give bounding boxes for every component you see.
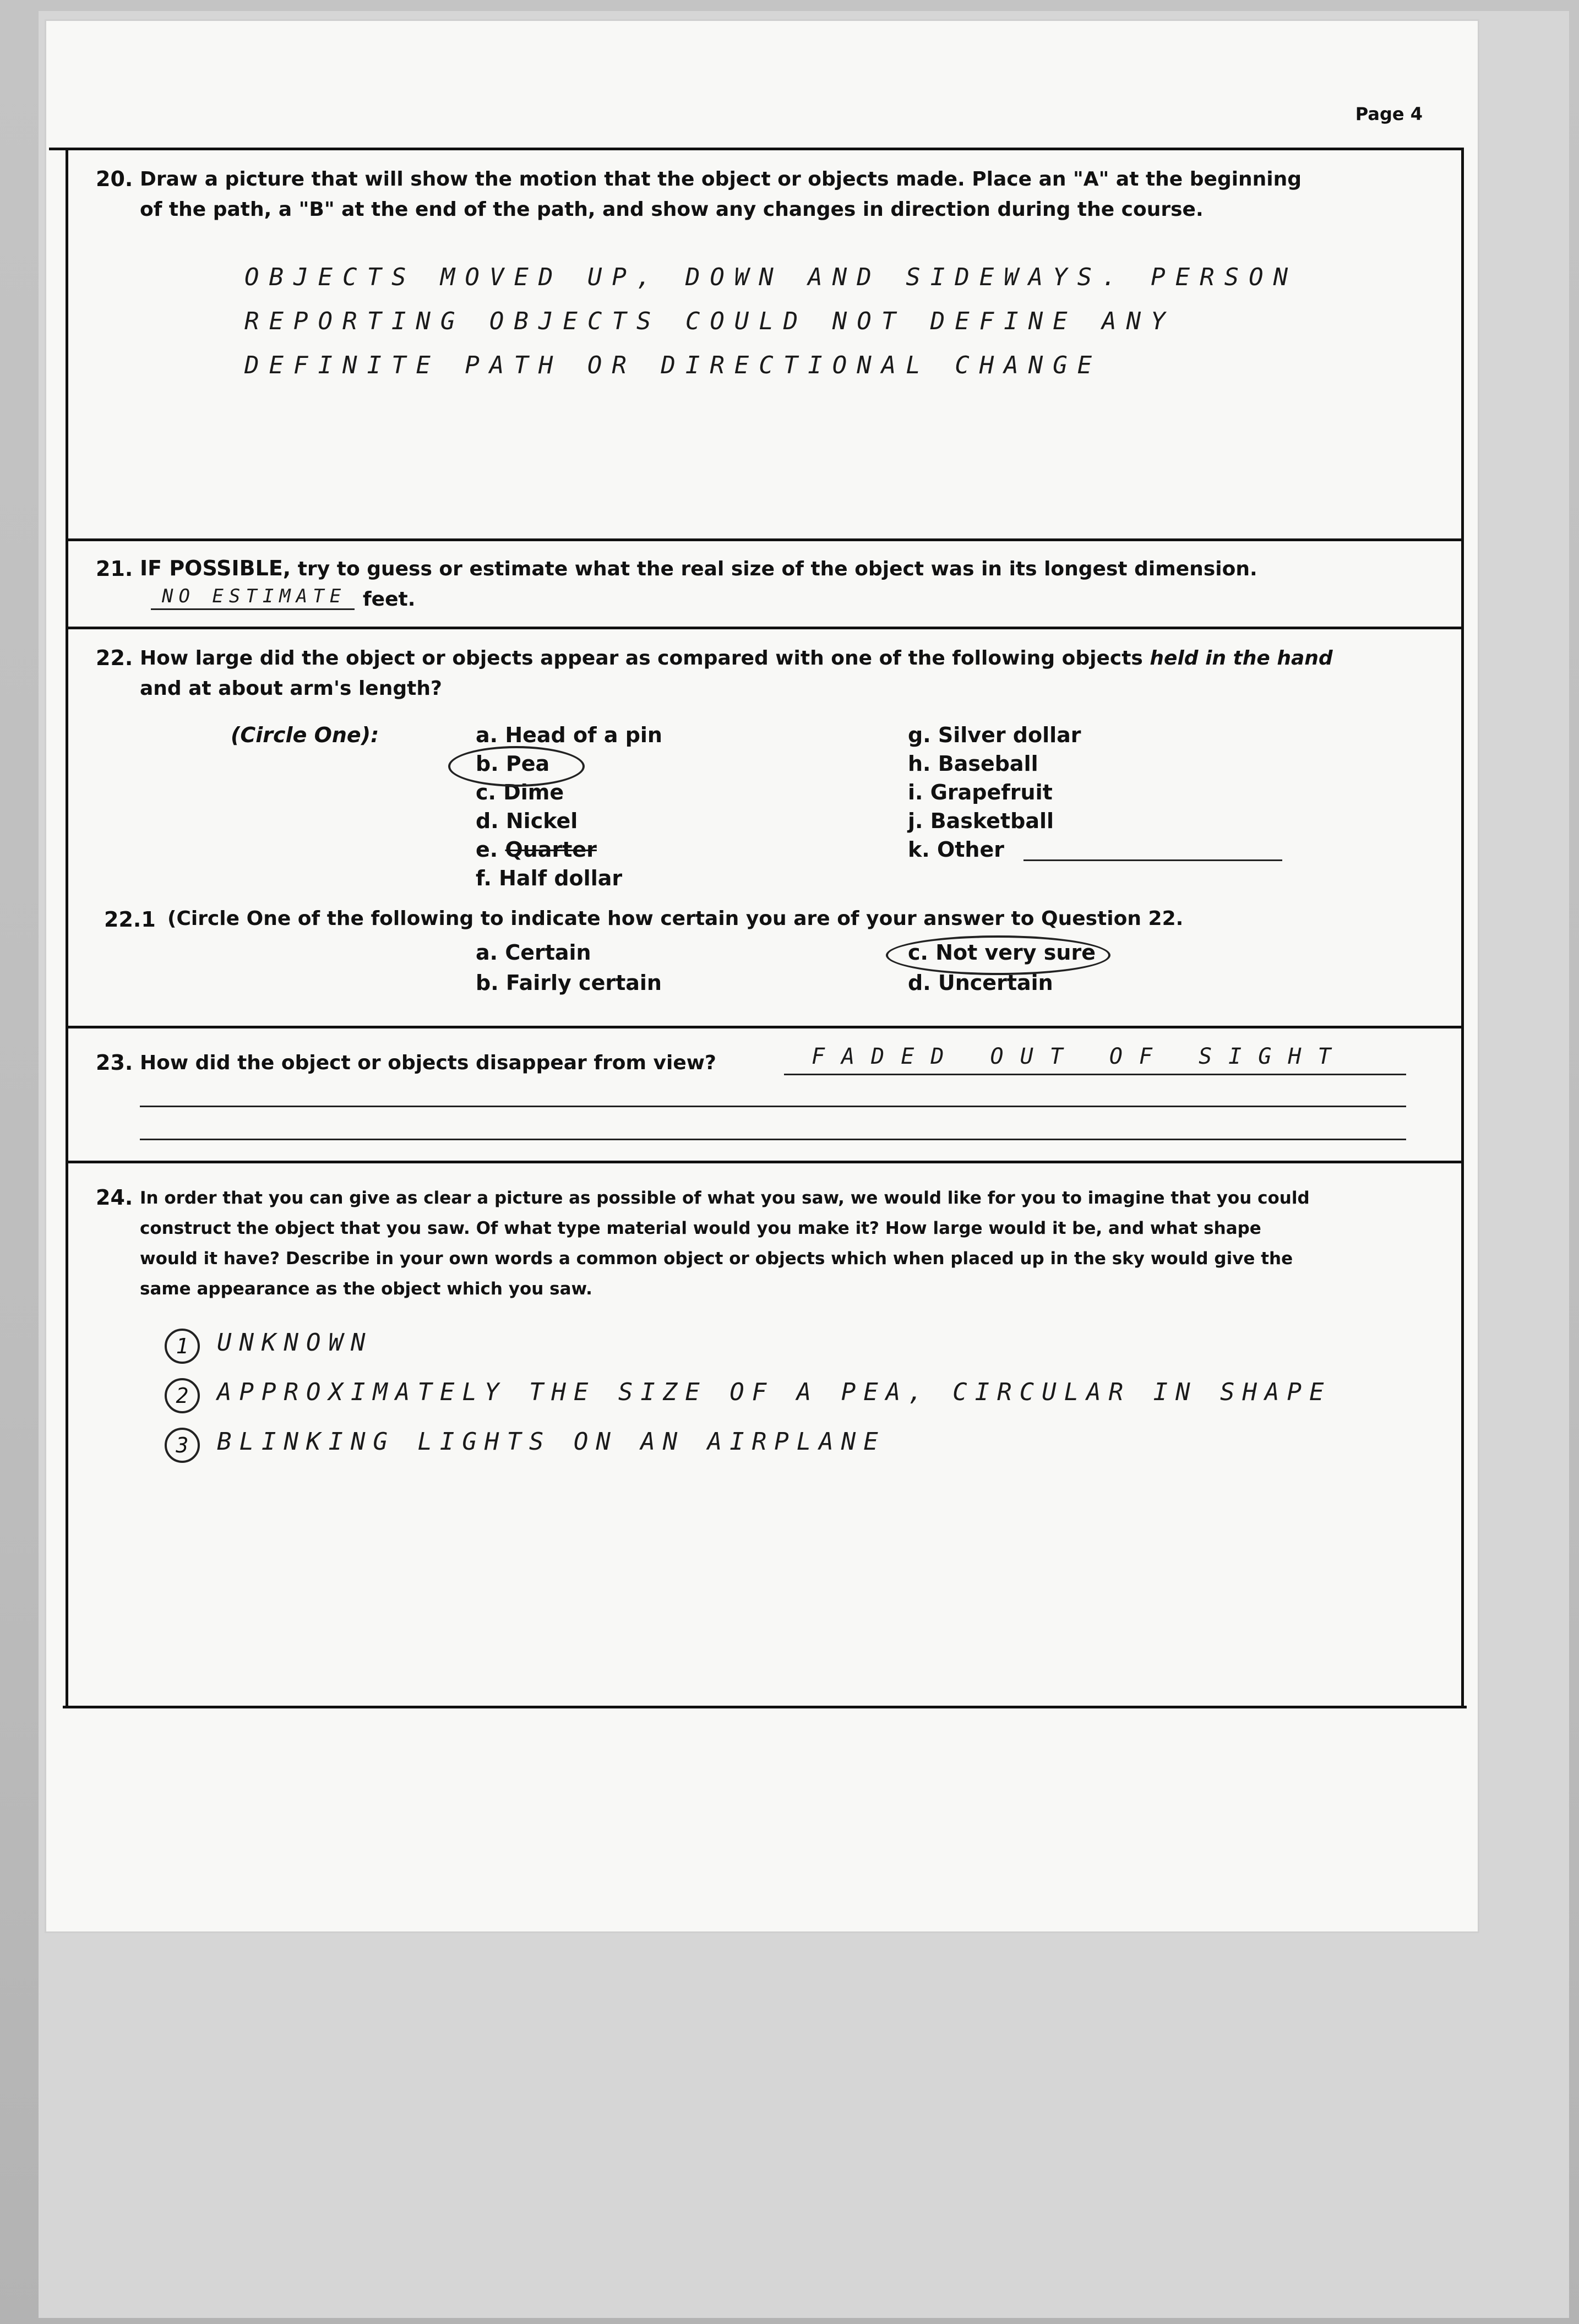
option-22-1a[interactable]: a. Certain [476, 940, 591, 965]
option-22-1c[interactable]: c. Not very sure [908, 940, 1096, 965]
question-20-answer-line2: REPORTING OBJECTS COULD NOT DEFINE ANY [244, 307, 1175, 335]
question-24-number: 24. [96, 1185, 133, 1210]
option-22k-blank[interactable] [1023, 859, 1282, 861]
answer-24-num-3: 3 [165, 1428, 200, 1463]
option-22i[interactable]: i. Grapefruit [908, 780, 1053, 804]
question-24-text-line3: would it have? Describe in your own words a common object or objects which when placed up in the sky would give the [140, 1249, 1293, 1269]
form-page [46, 21, 1478, 1931]
question-23 [68, 1028, 1461, 1158]
option-22-1b[interactable]: b. Fairly certain [476, 971, 662, 995]
form-frame [66, 148, 1464, 1706]
answer-24-1: UNKNOWN [217, 1329, 373, 1357]
question-22-1-number: 22.1 [104, 907, 156, 932]
question-24-text-line2: construct the object that you saw. Of what type material would you make it? How large would it be, and what shape [140, 1218, 1261, 1238]
selection-circle-22 [448, 746, 585, 787]
question-23-number: 23. [96, 1051, 133, 1075]
answer-24-2: APPROXIMATELY THE SIZE OF A PEA, CIRCULAR IN SHAPE [217, 1378, 1332, 1406]
question-21-number: 21. [96, 557, 133, 581]
option-22c[interactable]: c. Dime [476, 780, 564, 804]
answer-24-num-2: 2 [165, 1378, 200, 1413]
option-22b[interactable]: b. Pea [476, 752, 550, 776]
question-21-answer: NO ESTIMATE [162, 585, 347, 607]
question-23-text: How did the object or objects disappear from view? [140, 1052, 716, 1074]
question-22-text-line1 [140, 643, 1333, 673]
option-22f[interactable]: f. Half dollar [476, 866, 623, 890]
question-24-text-line1: In order that you can give as clear a picture as possible of what you saw, we would like for you to imagine that you could [140, 1188, 1310, 1208]
question-21-text [140, 553, 1257, 584]
question-22-text-line2: and at about arm's length? [140, 677, 442, 700]
question-22 [68, 629, 1461, 1026]
question-22-text-b: held in the hand [1150, 647, 1333, 670]
question-20-text-line2: of the path, a "B" at the end of the path, and show any changes in direction during the course. [140, 198, 1204, 221]
question-23-answer-line1[interactable] [784, 1074, 1406, 1075]
question-21-answer-underline [151, 608, 355, 610]
question-23-answer-line2[interactable] [140, 1106, 1406, 1107]
question-20 [68, 148, 1461, 538]
selection-circle-22-1 [886, 935, 1110, 975]
question-21 [68, 541, 1461, 624]
divider-bottom [63, 1706, 1467, 1708]
question-24 [68, 1163, 1461, 1703]
question-22-number: 22. [96, 646, 133, 670]
option-22e[interactable]: e. Quarter [476, 837, 597, 862]
question-20-answer-line3: DEFINITE PATH OR DIRECTIONAL CHANGE [244, 351, 1102, 379]
option-22-1d[interactable]: d. Uncertain [908, 971, 1053, 995]
question-21-unit: feet. [363, 588, 416, 611]
page-number: Page 4 [1355, 104, 1423, 124]
question-21-body: try to guess or estimate what the real size of the object was in its longest dimension. [297, 558, 1257, 580]
answer-24-num-1: 1 [165, 1329, 200, 1364]
question-23-answer-line3[interactable] [140, 1139, 1406, 1140]
question-20-number: 20. [96, 167, 133, 191]
option-22k[interactable]: k. Other [908, 837, 1004, 862]
question-20-answer-line1: OBJECTS MOVED UP, DOWN AND SIDEWAYS. PERSON [244, 263, 1298, 291]
option-22j[interactable]: j. Basketball [908, 809, 1054, 833]
question-21-lead: IF POSSIBLE, [140, 556, 291, 580]
question-24-text-line4: same appearance as the object which you saw. [140, 1279, 592, 1299]
question-22-1-text: (Circle One of the following to indicate how certain you are of your answer to Question 22. [167, 907, 1184, 930]
question-22-text-a: How large did the object or objects appear as compared with one of the following objects [140, 647, 1143, 670]
question-23-answer: FADED OUT OF SIGHT [812, 1044, 1348, 1069]
option-22g[interactable]: g. Silver dollar [908, 723, 1081, 747]
option-22d[interactable]: d. Nickel [476, 809, 578, 833]
option-22h[interactable]: h. Baseball [908, 752, 1038, 776]
question-22-circle-one: (Circle One): [231, 723, 379, 747]
option-22a[interactable]: a. Head of a pin [476, 723, 662, 747]
answer-24-3: BLINKING LIGHTS ON AN AIRPLANE [217, 1428, 886, 1456]
question-20-text-line1: Draw a picture that will show the motion that the object or objects made. Place an "A" at the beginning [140, 168, 1302, 191]
